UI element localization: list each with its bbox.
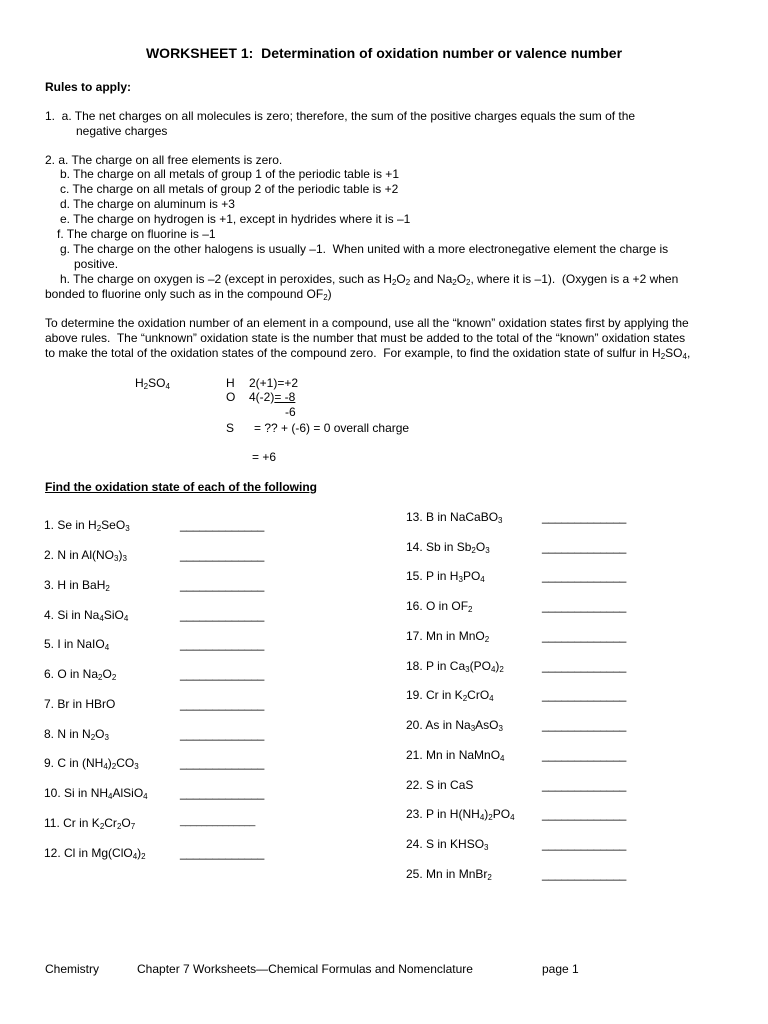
worksheet-title: WORKSHEET 1: Determination of oxidation number or valence number [145, 45, 623, 61]
answer-blank-19[interactable]: _____________ [542, 688, 627, 702]
rule-2h-line-2: bonded to fluorine only such as in the compound $OF_2$) [45, 287, 332, 302]
rule-2g-line-1: g. The charge on the other halogens is usually –1. When united with a more electronegative element the charge is [60, 242, 669, 256]
paragraph-line-2: above rules. The “unknown” oxidation state is the number that must be added to the total of the “known” oxidation states [45, 331, 686, 345]
example-o-label: O [226, 390, 236, 404]
answer-blank-9[interactable]: _____________ [180, 756, 265, 770]
question-24: 24. S in $KHSO_3$ [406, 837, 489, 852]
answer-blank-21[interactable]: _____________ [542, 748, 627, 762]
answer-blank-11[interactable]: ______________ [180, 816, 256, 827]
rule-1a-line-2: negative charges [76, 124, 168, 138]
rule-2g-line-2: positive. [74, 257, 119, 271]
example-s-calc: = ?? + (-6) = 0 overall charge [254, 421, 410, 435]
question-13: 13. B in NaCaBO$_3$ [406, 510, 503, 525]
rule-2f: f. The charge on fluorine is –1 [57, 227, 216, 241]
example-o-calc: 4(-2)= -8 [249, 390, 296, 404]
paragraph-line-3: to make the total of the oxidation states of the compound zero. For example, to find the oxidation state of sulfur in $H_2SO_4$, [45, 346, 691, 361]
rule-2h-line-1: h. The charge on oxygen is –2 (except in peroxides, such as $H_2O_2$ and $Na_2O_2$, where it is –1). (Oxygen is a +2 when [60, 272, 679, 287]
answer-blank-12[interactable]: _____________ [180, 846, 265, 860]
footer-subject: Chemistry [45, 962, 100, 976]
question-5: 5. I in NaIO$_4$ [44, 637, 110, 652]
question-10: 10. Si in $NH_4AlSiO_4$ [44, 786, 148, 801]
answer-blank-1[interactable]: _____________ [180, 518, 265, 532]
question-11: 11. Cr in $K_2Cr_2O_7$ [44, 816, 136, 831]
answer-blank-17[interactable]: _____________ [542, 629, 627, 643]
answer-blank-2[interactable]: _____________ [180, 548, 265, 562]
rule-2b: b. The charge on all metals of group 1 of the periodic table is +1 [60, 167, 399, 181]
question-17: 17. Mn in MnO$_2$ [406, 629, 490, 644]
question-15: 15. P in $H_3PO_4$ [406, 569, 485, 584]
question-25: 25. Mn in MnBr$_2$ [406, 867, 492, 882]
paragraph-line-1: To determine the oxidation number of an element in a compound, use all the “known” oxidation states first by applying the [45, 316, 689, 330]
rule-2d: d. The charge on aluminum is +3 [60, 197, 235, 211]
question-12: 12. Cl in $Mg(ClO_4)_2$ [44, 846, 146, 861]
example-h-label: H [226, 376, 235, 390]
answer-blank-24[interactable]: _____________ [542, 837, 627, 851]
question-21: 21. Mn in NaMnO$_4$ [406, 748, 505, 763]
question-7: 7. Br in HBrO [44, 697, 116, 711]
answer-blank-7[interactable]: _____________ [180, 697, 265, 711]
answer-blank-15[interactable]: _____________ [542, 569, 627, 583]
answer-blank-4[interactable]: _____________ [180, 608, 265, 622]
question-8: 8. N in $N_2O_3$ [44, 727, 109, 742]
question-16: 16. O in $OF_2$ [406, 599, 473, 614]
question-19: 19. Cr in $K_2CrO_4$ [406, 688, 494, 703]
question-3: 3. H in BaH$_2$ [44, 578, 110, 593]
question-18: 18. P in $Ca_3(PO_4)_2$ [406, 659, 504, 674]
answer-blank-10[interactable]: _____________ [180, 786, 265, 800]
example-compound: $H_2SO_4$ [135, 376, 170, 391]
rule-2a: 2. a. The charge on all free elements is zero. [45, 153, 283, 167]
answer-blank-14[interactable]: _____________ [542, 540, 627, 554]
rule-1a-line-1: 1. a. The net charges on all molecules is zero; therefore, the sum of the positive charges equals the sum of the [45, 109, 636, 123]
rule-2e: e. The charge on hydrogen is +1, except in hydrides where it is –1 [60, 212, 411, 226]
question-22: 22. S in CaS [406, 778, 474, 792]
example-h-calc: 2(+1)=+2 [249, 376, 299, 390]
question-14: 14. Sb in $Sb_2O_3$ [406, 540, 490, 555]
question-20: 20. As in $Na_3AsO_3$ [406, 718, 503, 733]
find-heading: Find the oxidation state of each of the following [45, 480, 317, 494]
rule-2c: c. The charge on all metals of group 2 of the periodic table is +2 [60, 182, 399, 196]
answer-blank-25[interactable]: _____________ [542, 867, 627, 881]
example-result: = +6 [252, 450, 277, 464]
example-s-label: S [226, 421, 235, 435]
question-2: 2. N in $Al(NO_3)_3$ [44, 548, 127, 563]
answer-blank-20[interactable]: _____________ [542, 718, 627, 732]
answer-blank-23[interactable]: _____________ [542, 807, 627, 821]
answer-blank-13[interactable]: _____________ [542, 510, 627, 524]
footer-page-number: page 1 [542, 962, 579, 976]
answer-blank-22[interactable]: _____________ [542, 778, 627, 792]
answer-blank-3[interactable]: _____________ [180, 578, 265, 592]
rules-heading: Rules to apply: [45, 80, 132, 94]
answer-blank-6[interactable]: _____________ [180, 667, 265, 681]
question-23: 23. P in $H(NH_4)_2PO_4$ [406, 807, 515, 822]
footer-chapter: Chapter 7 Worksheets—Chemical Formulas and Nomenclature [137, 962, 473, 976]
example-subtotal: -6 [285, 405, 296, 419]
question-4: 4. Si in $Na_4SiO_4$ [44, 608, 129, 623]
answer-blank-18[interactable]: _____________ [542, 659, 627, 673]
question-1: 1. Se in $H_2SeO_3$ [44, 518, 130, 533]
answer-blank-16[interactable]: _____________ [542, 599, 627, 613]
answer-blank-5[interactable]: _____________ [180, 637, 265, 651]
answer-blank-8[interactable]: _____________ [180, 727, 265, 741]
question-6: 6. O in $Na_2O_2$ [44, 667, 117, 682]
question-9: 9. C in $(NH_4)_2CO_3$ [44, 756, 139, 771]
